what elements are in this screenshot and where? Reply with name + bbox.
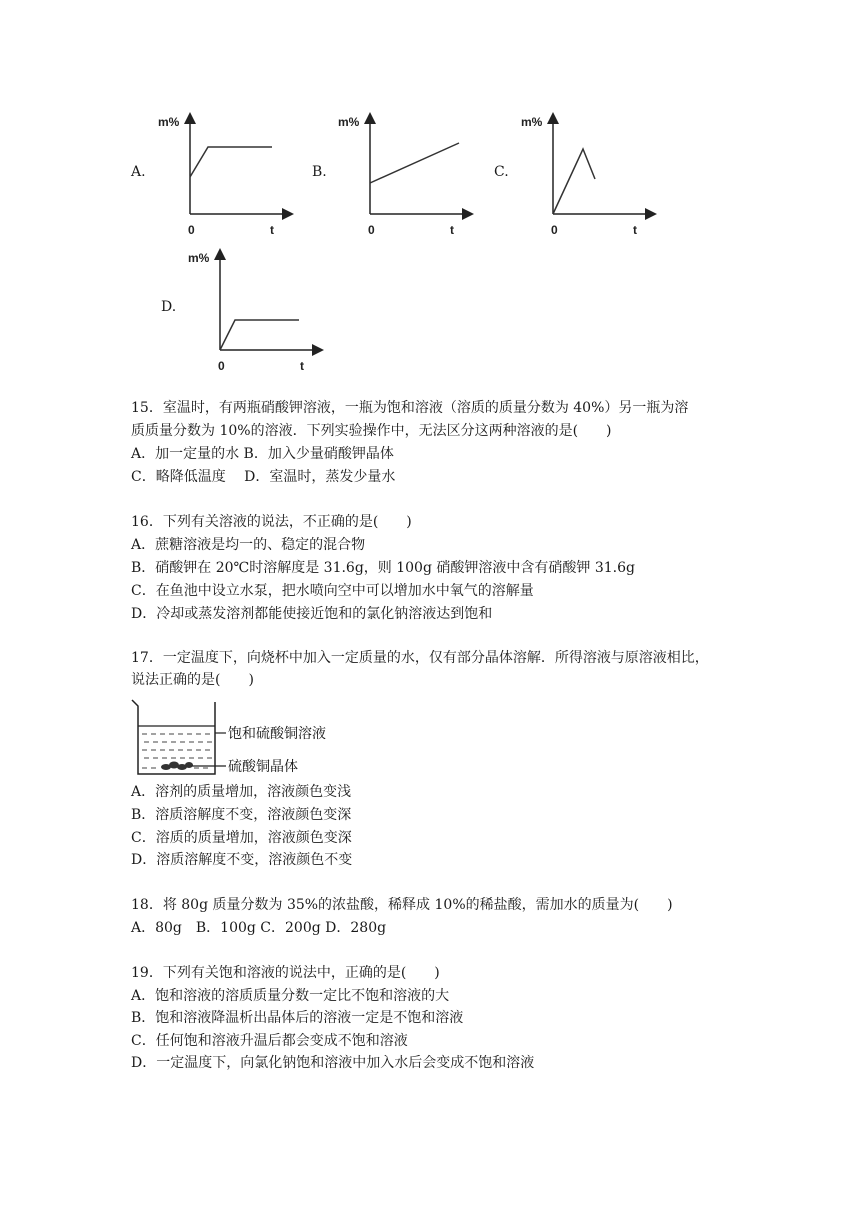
- crystal-pile: [161, 762, 193, 771]
- curve: [190, 147, 272, 177]
- q17-stem-line-2: 说法正确的是( ): [131, 672, 254, 688]
- q16-stem: 16．下列有关溶液的说法，不正确的是( ): [131, 514, 412, 530]
- q15-stem-line-1: 15．室温时，有两瓶硝酸钾溶液，一瓶为饱和溶液（溶质的质量分数为 40%）另一瓶为溶: [131, 400, 689, 416]
- q19-stem: 19．下列有关饱和溶液的说法中，正确的是( ): [131, 965, 440, 981]
- option-b-graph: [330, 112, 480, 242]
- curve: [553, 149, 595, 214]
- q15-options-line-1: A．加一定量的水 B．加入少量硝酸钾晶体: [131, 446, 394, 462]
- y-axis-label: m%: [158, 115, 180, 129]
- option-b-letter: B.: [312, 164, 327, 180]
- x-axis-label: t: [270, 223, 274, 237]
- q18-stem: 18．将 80g 质量分数为 35%的浓盐酸，稀释成 10%的稀盐酸，需加水的质量为( ): [131, 897, 673, 913]
- q16-option-b: B．硝酸钾在 20℃时溶解度是 31.6g，则 100g 硝酸钾溶液中含有硝酸钾 31.6g: [131, 560, 635, 576]
- q19-option-a: A．饱和溶液的溶质质量分数一定比不饱和溶液的大: [131, 988, 450, 1004]
- q17-option-a: A．溶剂的质量增加，溶液颜色变浅: [131, 784, 352, 800]
- q18-options: A．80g B．100g C．200g D．280g: [131, 920, 387, 936]
- solution-label: 饱和硫酸铜溶液: [228, 726, 326, 742]
- curve: [220, 320, 299, 350]
- q17-option-b: B．溶质溶解度不变，溶液颜色变深: [131, 807, 352, 823]
- option-c-letter: C.: [494, 164, 509, 180]
- q19-option-c: C．任何饱和溶液升温后都会变成不饱和溶液: [131, 1033, 408, 1049]
- origin-label: 0: [551, 223, 558, 237]
- q19-option-b: B．饱和溶液降温析出晶体后的溶液一定是不饱和溶液: [131, 1010, 464, 1026]
- x-axis-label: t: [300, 359, 304, 373]
- q16-option-d: D．冷却或蒸发溶剂都能使接近饱和的氯化钠溶液达到饱和: [131, 606, 493, 622]
- option-d-letter: D.: [161, 299, 177, 315]
- origin-label: 0: [368, 223, 375, 237]
- q17-option-c: C．溶质的质量增加，溶液颜色变深: [131, 830, 352, 846]
- y-axis-label: m%: [338, 115, 360, 129]
- curve: [370, 143, 459, 183]
- q16-option-a: A．蔗糖溶液是均一的、稳定的混合物: [131, 537, 366, 553]
- crystal-label: 硫酸铜晶体: [228, 759, 298, 775]
- option-c-graph: [513, 112, 663, 242]
- option-d-graph: [180, 248, 330, 378]
- origin-label: 0: [188, 223, 195, 237]
- q19-option-d: D．一定温度下，向氯化钠饱和溶液中加入水后会变成不饱和溶液: [131, 1055, 535, 1071]
- x-axis-label: t: [633, 223, 637, 237]
- origin-label: 0: [218, 359, 225, 373]
- q17-option-d: D．溶质溶解度不变，溶液颜色不变: [131, 852, 353, 868]
- q17-stem-line-1: 17．一定温度下，向烧杯中加入一定质量的水，仅有部分晶体溶解．所得溶液与原溶液相比，: [131, 650, 709, 666]
- y-axis-label: m%: [188, 251, 210, 265]
- x-axis-label: t: [450, 223, 454, 237]
- option-a-graph: [150, 112, 300, 242]
- q15-stem-line-2: 质质量分数为 10%的溶液．下列实验操作中，无法区分这两种溶液的是( ): [131, 423, 612, 439]
- option-a-letter: A.: [131, 164, 146, 180]
- q16-option-c: C．在鱼池中设立水泵，把水喷向空中可以增加水中氧气的溶解量: [131, 583, 534, 599]
- y-axis-label: m%: [521, 115, 543, 129]
- beaker-diagram: [130, 698, 360, 784]
- q15-options-line-2: C．略降低温度 D．室温时，蒸发少量水: [131, 469, 396, 485]
